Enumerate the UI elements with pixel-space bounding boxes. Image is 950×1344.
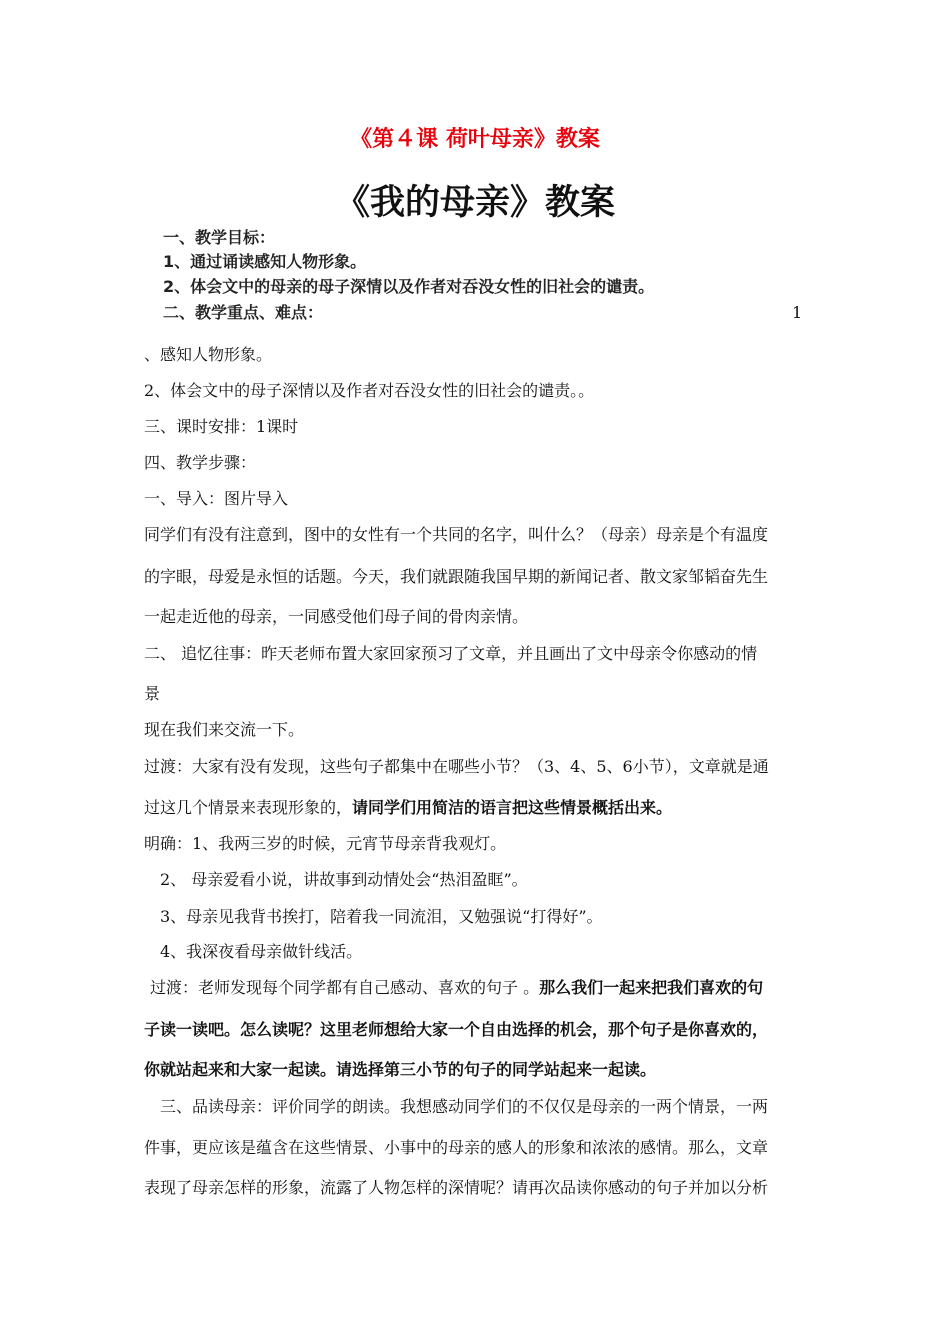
text-line: 景: [144, 684, 161, 703]
text-line: 2、体会文中的母子深情以及作者对吞没女性的旧社会的谴责。。: [144, 381, 595, 400]
scanned-line: 一、教学目标：: [163, 228, 276, 247]
text-line: 子读一读吧。怎么读呢？这里老师想给大家一个自由选择的机会，那个句子是你喜欢的，: [144, 1020, 769, 1039]
lesson-title: 《第４课 荷叶母亲》教案: [350, 127, 600, 152]
text-line: 过渡：大家有没有发现，这些句子都集中在哪些小节？（3、4、5、6小节），文章就是通: [144, 757, 769, 776]
text-line: 2、 母亲爱看小说，讲故事到动情处会“热泪盈眶”。: [160, 870, 528, 889]
text-line: 一、导入：图片导入: [144, 489, 289, 508]
text-line: 过这几个情景来表现形象的，请同学们用简洁的语言把这些情景概括出来。: [144, 798, 673, 817]
text-line: 过渡：老师发现每个同学都有自己感动、喜欢的句子 。那么我们一起来把我们喜欢的句: [150, 978, 764, 997]
text-line: 三、课时安排：1课时: [144, 417, 299, 436]
text-line: 现在我们来交流一下。: [144, 720, 305, 739]
text-line: 同学们有没有注意到，图中的女性有一个共同的名字，叫什么？（母亲）母亲是个有温度: [144, 525, 769, 544]
text-line: 4、我深夜看母亲做针线活。: [160, 942, 363, 961]
text-line: 3、母亲见我背书挨打，陪着我一同流泪，又勉强说“打得好”。: [160, 907, 603, 926]
text-line: 三、品读母亲：评价同学的朗读。我想感动同学们的不仅仅是母亲的一两个情景，一两: [160, 1097, 769, 1116]
text-line: 的字眼，母爱是永恒的话题。今天，我们就跟随我国早期的新闻记者、散文家邹韬奋先生: [144, 567, 769, 586]
text-line: 你就站起来和大家一起读。请选择第三小节的句子的同学站起来一起读。: [144, 1060, 657, 1079]
scanned-line: 二、教学重点、难点：: [163, 303, 324, 322]
scanned-line: 2、体会文中的母亲的母子深情以及作者对吞没女性的旧社会的谴责。: [163, 277, 655, 296]
text-line: 明确：1、我两三岁的时候，元宵节母亲背我观灯。: [144, 834, 507, 853]
scanned-subtitle: 《我的母亲》教案: [334, 183, 615, 223]
page-number: 1: [792, 303, 803, 322]
text-line: 、感知人物形象。: [144, 345, 273, 364]
text-line: 一起走近他的母亲，一同感受他们母子间的骨肉亲情。: [144, 607, 529, 626]
text-line: 四、教学步骤：: [144, 453, 257, 472]
scanned-line: 1、通过诵读感知人物形象。: [163, 252, 367, 271]
text-line: 二、 追忆往事：昨天老师布置大家回家预习了文章，并且画出了文中母亲令你感动的情: [144, 644, 758, 663]
text-line: 件事，更应该是蕴含在这些情景、小事中的母亲的感人的形象和浓浓的感情。那么，文章: [144, 1138, 769, 1157]
text-line: 表现了母亲怎样的形象，流露了人物怎样的深情呢？请再次品读你感动的句子并加以分析: [144, 1178, 769, 1197]
